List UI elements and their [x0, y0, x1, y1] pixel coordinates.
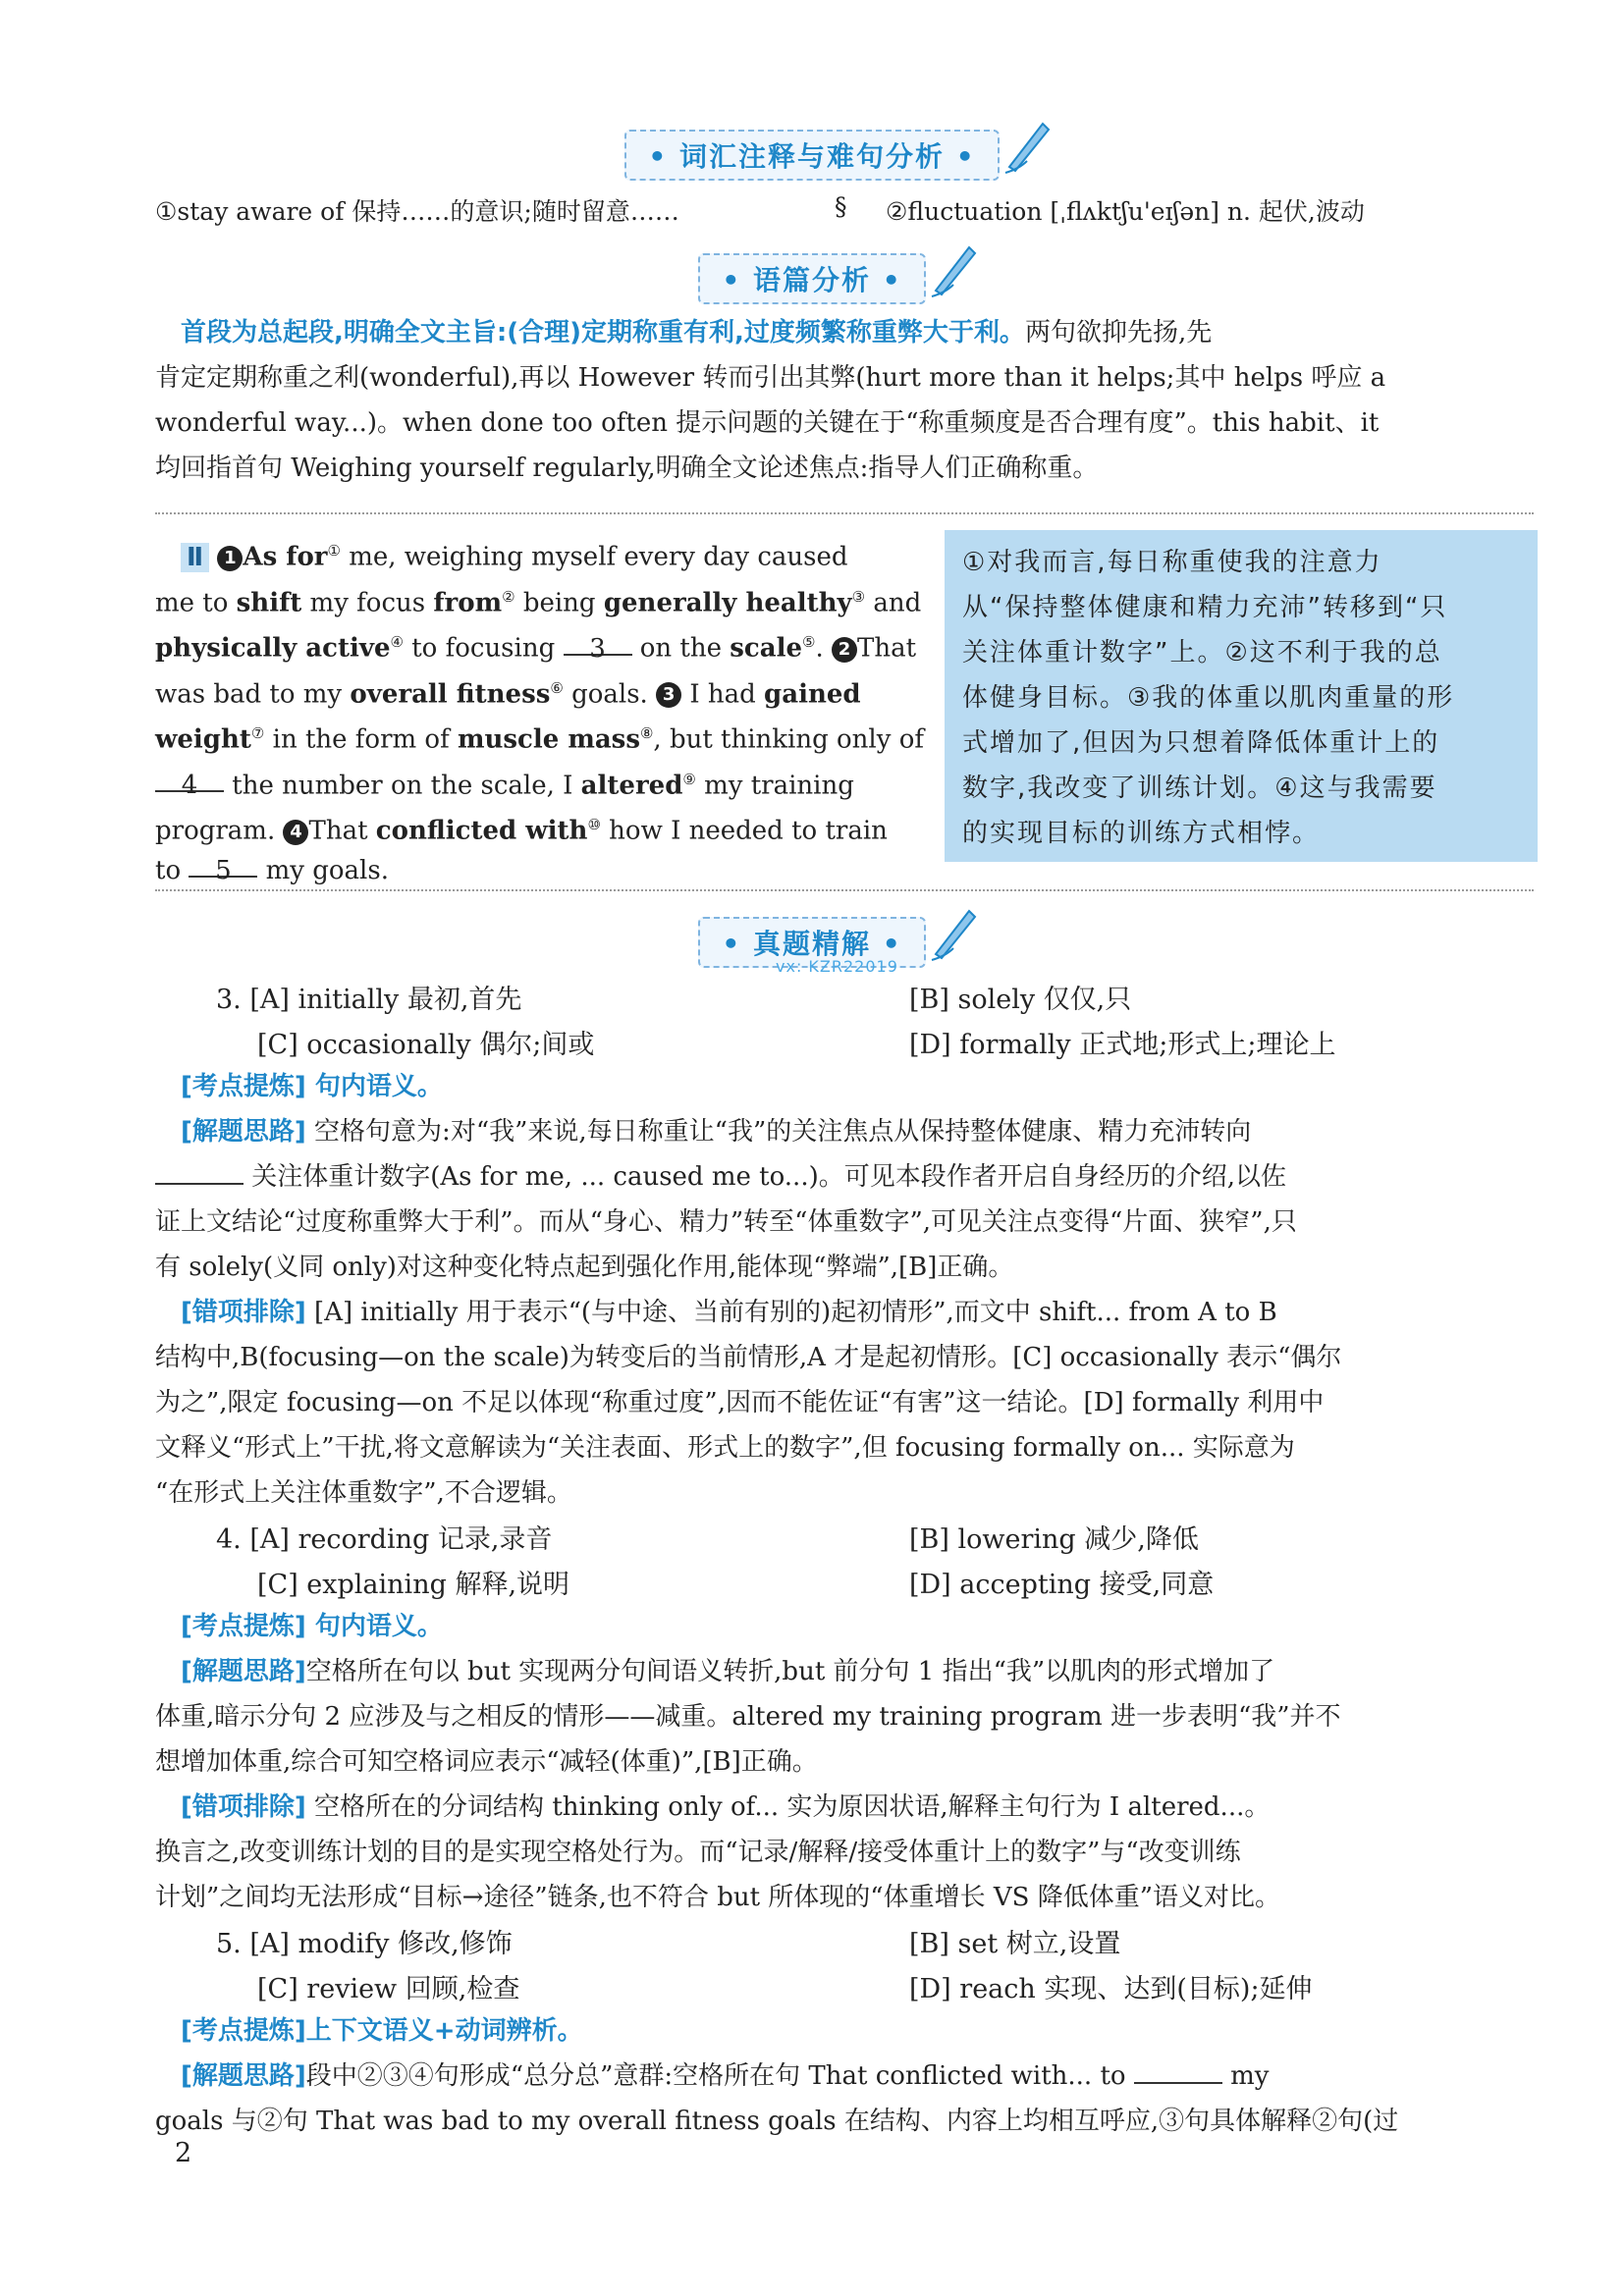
analysis-topic-sentence: 首段为总起段,明确全文主旨:(合理)定期称重有利,过度频繁称重弊大于利。: [181, 318, 1025, 347]
section-banner-analysis: [0, 253, 1624, 304]
q4-explanation: [考点提炼] 句内语义。 [解题思路]空格所在句以 but 实现两分句间语义转折,but 前分句 1 指出“我”以肌肉的形式增加了 体重,暗示分句 2 应涉及与之相反的情形——减重。altered my training program 进一步表明“我”并不 想增加体重,综合可知空格词应表示“减轻(体重)”,[B]正确。 [错项排除] 空格所在的分词结构 thinking only of... 实为原因状语,解释主句行为 I altered...。 换言之,改变训练计划的目的是实现空格处行为。而“记录/解释/接受体重计上的数字”与“改变训练 计划”之间均无法形成“目标→途径”链条,也不符合 but 所体现的“体重增长 VS 降低体重”语义对比。: [155, 1612, 1341, 1912]
quill-pen-icon: [926, 240, 981, 298]
section-banner-vocab: [0, 130, 1624, 181]
quill-pen-icon: [1000, 116, 1055, 175]
q3-option-d: [D] formally 正式地;形式上;理论上: [909, 1030, 1336, 1060]
banner-title: • 词汇注释与难句分析 •: [648, 140, 976, 173]
vocab-item-2: ②fluctuation [ˌflʌktʃu'eɪʃən] n. 起伏,波动: [886, 197, 1365, 226]
vocab-notes: [155, 192, 1534, 232]
blank-4: 4: [155, 763, 224, 792]
translation-box: ①对我而言,每日称重使我的注意力 从“保持整体健康和精力充沛”转移到“只 关注体重计数字”上。②这不利于我的总 体健身目标。③我的体重以肌肉重量的形 式增加了,但因为只想着降低体重计上的 数字,我改变了训练计划。④这与我需要 的实现目标的训练方式相悖。: [945, 530, 1538, 862]
section-symbol: §: [835, 192, 847, 221]
q5-option-b: [B] set 树立,设置: [909, 1929, 1121, 1959]
q4-option-c: [C] explaining 解释,说明: [257, 1570, 570, 1600]
dotted-divider: [155, 889, 1534, 891]
paragraph-number: Ⅱ: [181, 543, 209, 572]
reading-passage: Ⅱ 1 As for① me, weighing myself every day caused me to shift my focus from② being generally healthy③ and physically active④ to focusing 3 on the scale⑤. 2 That was bad to my overall fitness⑥ goals. 3 I had gained weight⑦ in the form of muscle mass⑧, but thinking only of 4 the number on the scale, I altered⑨ my training program. 4 That conflicted with⑩ how I needed to train to 5 my goals.: [155, 542, 924, 885]
vocab-item-1: ①stay aware of 保持……的意识;随时留意……: [155, 197, 679, 226]
watermark-text: vx: KZR22019: [776, 957, 898, 976]
banner-title: • 语篇分析 •: [722, 264, 902, 296]
blank-5: 5: [189, 848, 257, 878]
dotted-divider: [155, 512, 1534, 514]
banner-title: • 真题精解 •: [722, 928, 902, 960]
q3-option-b: [B] solely 仅仅,只: [909, 985, 1132, 1015]
q4-option-b: [B] lowering 减少,降低: [909, 1524, 1199, 1555]
q3-option-a: 3. [A] initially 最初,首先: [216, 985, 522, 1015]
q4-option-a: 4. [A] recording 记录,录音: [216, 1524, 553, 1555]
q5-option-d: [D] reach 实现、达到(目标);延伸: [909, 1974, 1313, 2004]
q5-option-c: [C] review 回顾,检查: [257, 1974, 520, 2004]
q3-explanation: [考点提炼] 句内语义。 [解题思路] 空格句意为:对“我”来说,每日称重让“我”的关注焦点从保持整体健康、精力充沛转向 关注体重计数字(As for me, ... caused me to...)。可见本段作者开启自身经历的介绍,以佐 证上文结论“过度称重弊大于利”。而从“身心、精力”转至“体重数字”,可见关注点变得“片面、狭窄”,只 有 solely(义同 only)对这种变化特点起到强化作用,能体现“弊端”,[B]正确。 [错项排除] [A] initially 用于表示“(与中途、当前有别的)起初情形”,而文中 shift... from A to B 结构中,B(focusing—on the scale)为转变后的当前情形,A 才是起初情形。[C] occasionally 表示“偶尔 为之”,限定 focusing—on 不足以体现“称重过度”,因而不能佐证“有害”这一结论。[D] formally 利用中 文释义“形式上”干扰,将文意解读为“关注表面、形式上的数字”,但 focusing formally on... 实际意为 “在形式上关注体重数字”,不合逻辑。: [155, 1072, 1342, 1508]
discourse-analysis: 首段为总起段,明确全文主旨:(合理)定期称重有利,过度频繁称重弊大于利。两句欲抑先扬,先 肯定定期称重之利(wonderful),再以 However 转而引出其弊(hurt more than it helps;其中 helps 呼应 a wonderful way...)。when done too often 提示问题的关键在于“称重频度是否合理有度”。this habit、it 均回指首句 Weighing yourself regularly,明确全文论述焦点:指导人们正确称重。: [155, 318, 1386, 483]
page-number: 2: [175, 2138, 192, 2168]
q3-option-c: [C] occasionally 偶尔;间或: [257, 1030, 595, 1060]
q4-option-d: [D] accepting 接受,同意: [909, 1570, 1215, 1600]
q5-explanation: [考点提炼]上下文语义+动词辨析。 [解题思路]段中②③④句形成“总分总”意群:空格所在句 That conflicted with... to my goals 与②句 That was bad to my overall fitness goals 在结构、内容上均相互呼应,③句具体解释②句(过: [155, 2016, 1399, 2136]
blank-3: 3: [564, 626, 632, 656]
quill-pen-icon: [926, 903, 981, 962]
q5-option-a: 5. [A] modify 修改,修饰: [216, 1929, 513, 1959]
